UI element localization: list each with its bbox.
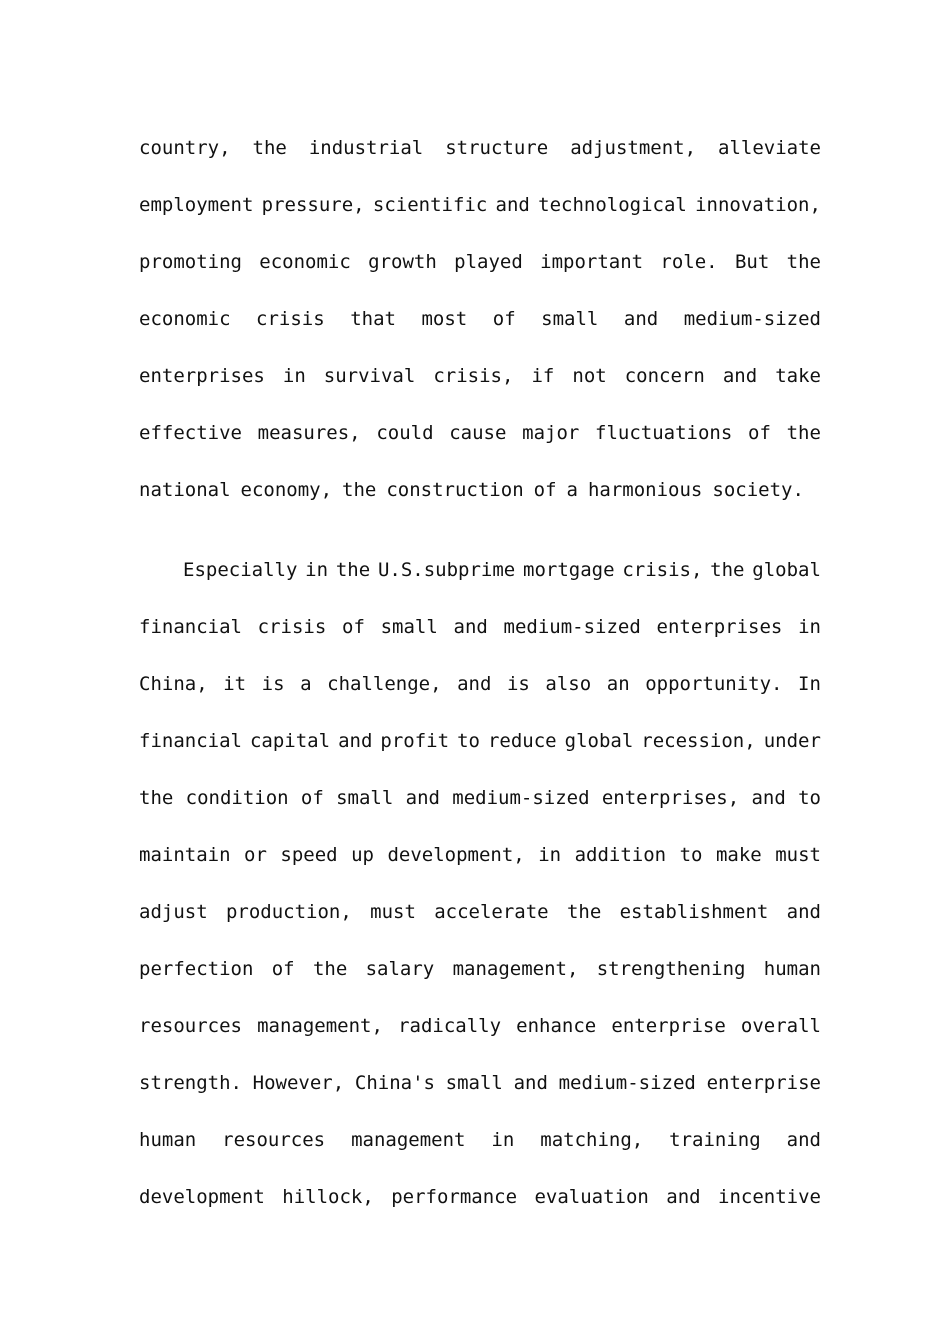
word: harmonious [587, 479, 703, 501]
word: incentive [718, 1186, 821, 1208]
text-line [139, 731, 821, 788]
word: alleviate [718, 137, 821, 159]
text-line [139, 1073, 821, 1130]
word: economy, [240, 479, 333, 501]
word: evaluation [534, 1186, 649, 1208]
word: recession, [641, 730, 756, 752]
word: pressure, [261, 194, 365, 216]
word: to [679, 844, 703, 866]
word: medium-sized [503, 616, 641, 638]
word: and [722, 365, 758, 387]
word: challenge, [327, 673, 442, 695]
word: role. [660, 251, 718, 273]
word: profit [380, 730, 450, 752]
word: cause [449, 422, 507, 444]
word: the [566, 901, 602, 923]
word: and [786, 1129, 821, 1151]
word: it [223, 673, 247, 695]
word: and [457, 673, 492, 695]
word: addition [574, 844, 667, 866]
word: accelerate [434, 901, 549, 923]
word: human [139, 1129, 197, 1151]
word: condition [185, 787, 289, 809]
word: must [370, 901, 416, 923]
word: country, [139, 137, 231, 159]
word: and [666, 1186, 701, 1208]
word: up [351, 844, 374, 866]
word: management, [257, 1015, 383, 1037]
word: development, [387, 844, 525, 866]
word: scientific [372, 194, 488, 216]
text-line [139, 366, 821, 423]
text-line [139, 902, 821, 959]
word: and [751, 787, 786, 809]
word: a [300, 673, 312, 695]
word: speed [280, 844, 338, 866]
word: of [533, 479, 557, 501]
word: production, [225, 901, 352, 923]
word: make [715, 844, 762, 866]
word: or [244, 844, 267, 866]
paragraph-1 [139, 138, 821, 537]
word: most [421, 308, 468, 330]
word: In [798, 673, 821, 695]
word: not [572, 365, 607, 387]
word: employment [139, 194, 254, 216]
word: and [453, 616, 488, 638]
word: overall [740, 1015, 821, 1037]
word: the [312, 958, 348, 980]
word: is [261, 673, 285, 695]
word: the [139, 787, 174, 809]
word: of [342, 616, 365, 638]
word: capital [249, 730, 331, 752]
word: played [454, 251, 523, 273]
word: the [335, 559, 371, 581]
word: must [775, 844, 821, 866]
word: enhance [516, 1015, 597, 1037]
word: the [710, 559, 745, 581]
word: China's [354, 1072, 435, 1094]
word: strengthening [596, 958, 746, 980]
word: small [380, 616, 438, 638]
word: also [545, 673, 592, 695]
word: of [748, 422, 771, 444]
word: and [513, 1072, 548, 1094]
word: concern [624, 365, 705, 387]
word: construction [386, 479, 524, 501]
word: crisis [256, 308, 325, 330]
word: Especially [183, 559, 298, 581]
text-line [139, 138, 821, 195]
word: and [495, 194, 530, 216]
word: crisis [257, 616, 327, 638]
word: financial [139, 730, 242, 752]
word: a [566, 479, 578, 501]
word: important [540, 251, 644, 273]
word: salary [365, 958, 435, 980]
word: society. [712, 479, 804, 501]
word: financial [139, 616, 242, 638]
word: human [763, 958, 821, 980]
word: development [139, 1186, 265, 1208]
word: But [734, 251, 770, 273]
word: could [376, 422, 434, 444]
word: However, [252, 1072, 345, 1094]
word: take [775, 365, 821, 387]
word: of [271, 958, 295, 980]
word: in [538, 844, 562, 866]
word: in [305, 559, 329, 581]
word: resources [222, 1129, 326, 1151]
word: radically [398, 1015, 502, 1037]
word: major [522, 422, 580, 444]
word: an [606, 673, 630, 695]
word: hillock, [282, 1186, 374, 1208]
word: of [300, 787, 324, 809]
word: strength. [139, 1072, 242, 1094]
word: is [506, 673, 530, 695]
word: management [351, 1129, 466, 1151]
word: to [457, 730, 480, 752]
word: enterprise [706, 1072, 821, 1094]
word: of [492, 308, 516, 330]
word: and [405, 787, 440, 809]
word: resources [139, 1015, 242, 1037]
word: innovation, [695, 194, 821, 216]
word: the [342, 479, 377, 501]
word: enterprises [139, 365, 265, 387]
word: establishment [619, 901, 769, 923]
word: management, [452, 958, 579, 980]
word: and [338, 730, 373, 752]
word: adjust [139, 901, 208, 923]
word: economic [259, 251, 351, 273]
text-line [139, 1130, 821, 1187]
word: adjustment, [570, 137, 697, 159]
word: enterprise [611, 1015, 726, 1037]
word: survival [323, 365, 416, 387]
word: small [541, 308, 599, 330]
word: fluctuations [595, 422, 733, 444]
word: and [786, 901, 821, 923]
word: that [350, 308, 396, 330]
word: in [282, 365, 306, 387]
word: growth [368, 251, 437, 273]
word: measures, [257, 422, 361, 444]
word: in [491, 1129, 515, 1151]
text-line [139, 788, 821, 845]
text-line [139, 423, 821, 480]
text-line [139, 674, 821, 731]
word: global [752, 559, 821, 581]
word: the [252, 137, 287, 159]
word: matching, [540, 1129, 644, 1151]
word: mortgage [523, 559, 615, 581]
text-line [139, 617, 821, 674]
text-line [139, 252, 821, 309]
word: industrial [308, 137, 424, 159]
word: national [139, 479, 231, 501]
text-line [139, 1016, 821, 1073]
word: training [669, 1129, 761, 1151]
word: reduce [487, 730, 557, 752]
word: under [763, 730, 821, 752]
word: medium-sized [452, 787, 590, 809]
word: performance [391, 1186, 518, 1208]
word: to [798, 787, 821, 809]
text-line [139, 195, 821, 252]
word: in [798, 616, 821, 638]
text-line [139, 560, 821, 617]
word: perfection [139, 958, 254, 980]
text-line [139, 480, 821, 537]
word: the [786, 422, 821, 444]
word: opportunity. [645, 673, 783, 695]
word: small [445, 1072, 503, 1094]
text-line [139, 845, 821, 902]
word: technological [538, 194, 687, 216]
word: structure [445, 137, 549, 159]
paragraph-2 [139, 560, 821, 1244]
word: U.S.subprime [377, 559, 516, 581]
word: enterprises, [601, 787, 740, 809]
word: economic [139, 308, 231, 330]
word: promoting [139, 251, 242, 273]
word: and [623, 308, 659, 330]
text-line [139, 959, 821, 1016]
word: small [336, 787, 394, 809]
word: effective [139, 422, 242, 444]
word: crisis, [433, 365, 514, 387]
word: the [786, 251, 821, 273]
word: medium-sized [683, 308, 821, 330]
word: if [531, 365, 555, 387]
word: maintain [139, 844, 231, 866]
text-line [139, 309, 821, 366]
word: enterprises [656, 616, 783, 638]
word: China, [139, 673, 208, 695]
word: crisis, [622, 559, 703, 581]
text-line [139, 1187, 821, 1244]
word: global [564, 730, 634, 752]
word: medium-sized [558, 1072, 696, 1094]
